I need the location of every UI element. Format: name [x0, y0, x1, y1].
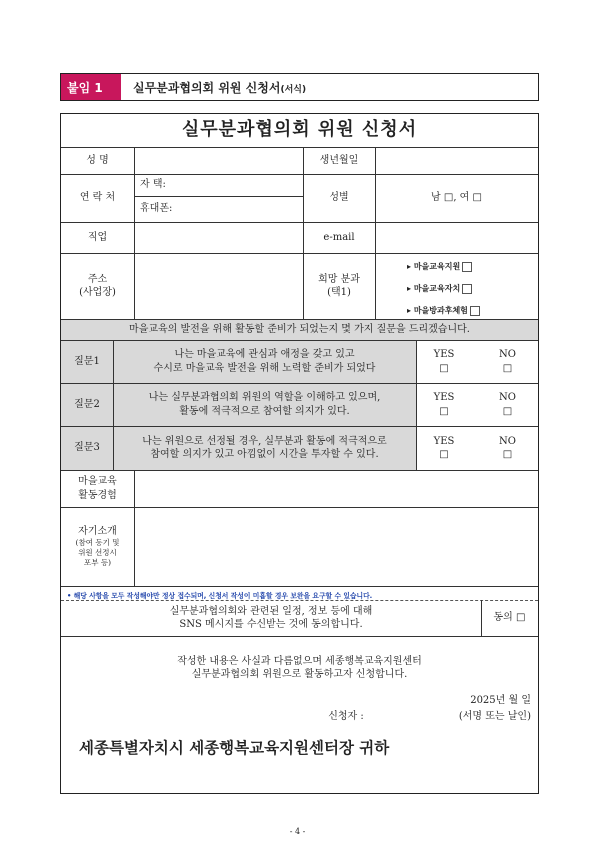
gender-options[interactable]: 남 □, 여 □ [431, 192, 482, 204]
home-phone-field[interactable]: 자 택: [140, 179, 166, 191]
attachment-tag: 붙임 1 [61, 74, 121, 100]
contact-label: 연 락 처 [79, 192, 116, 204]
question-1-text [113, 340, 416, 383]
question-2-no-label: NO [499, 392, 516, 403]
address-label [61, 253, 134, 319]
question-3-line1: 나는 위원으로 선정될 경우, 실무분과 활동에 적극적으로 [142, 435, 387, 447]
email-label: e-mail [323, 231, 355, 243]
question-1-yes-checkbox[interactable]: □ [439, 362, 449, 374]
self-intro-label-line4: 포부 등) [83, 558, 112, 568]
question-1-no-checkbox[interactable]: □ [502, 362, 513, 374]
question-1-no[interactable] [477, 340, 538, 383]
experience-field[interactable] [134, 470, 538, 507]
self-intro-label-line2: (참여 동기 및 [75, 538, 120, 548]
division-option-1[interactable]: ▸ 마을교육지원 [407, 261, 472, 272]
division-checkbox-1[interactable] [462, 262, 472, 272]
consent-line2: SNS 메시지를 수신받는 것에 동의합니다. [179, 619, 363, 630]
division-option-3-label: 마을방과후체험 [413, 306, 468, 315]
question-2-line2: 활동에 적극적으로 참여할 의지가 있다. [179, 405, 350, 417]
addressee: 세종특별자치시 세종행복교육지원센터장 귀하 [79, 739, 390, 757]
question-3-text [113, 426, 416, 470]
question-1-yes[interactable] [416, 340, 472, 383]
email-field[interactable] [375, 222, 538, 253]
division-checkbox-3[interactable] [470, 306, 480, 316]
question-3-yes-checkbox[interactable]: □ [439, 449, 449, 460]
job-field[interactable] [134, 222, 303, 253]
question-2-text [113, 383, 416, 426]
question-2-no[interactable] [477, 383, 538, 426]
question-3-no-label: NO [499, 435, 516, 447]
question-2-no-checkbox[interactable]: □ [502, 405, 513, 417]
signature-label[interactable]: (서명 또는 날인) [458, 711, 531, 723]
division-option-2-label: 마을교육자치 [413, 284, 461, 293]
mobile-field[interactable]: 휴대폰: [140, 203, 173, 215]
applicant-label: 신청자 : [328, 711, 364, 723]
self-intro-label-line3: 위원 선정시 [78, 548, 117, 558]
question-1-yes-label: YES [433, 349, 455, 360]
name-label: 성 명 [86, 154, 109, 166]
question-2-label: 질문2 [74, 398, 100, 410]
address-label-sub: (사업장) [79, 287, 116, 298]
declaration [61, 648, 538, 688]
division-option-3[interactable]: ▸ 마을방과후체험 [407, 305, 480, 316]
attachment-title-suffix: (서식) [280, 84, 307, 95]
question-3-no-checkbox[interactable]: □ [502, 449, 513, 460]
declaration-line1: 작성한 내용은 사실과 다름없으며 세종행복교육지원센터 [177, 655, 422, 667]
question-2-yes-checkbox[interactable]: □ [439, 405, 449, 417]
name-field[interactable] [134, 147, 303, 174]
attachment-title-text: 실무분과협의회 위원 신청서 [133, 80, 281, 95]
form-title: 실무분과협의회 위원 신청서 [181, 119, 418, 141]
consent-checkbox[interactable]: 동의 □ [493, 612, 526, 624]
gender-label: 성별 [329, 192, 349, 204]
page-number: - 4 - [289, 827, 306, 836]
attachment-header [60, 73, 539, 101]
division-label [303, 253, 375, 319]
question-1-line2: 수시로 마을교육 발전을 위해 노력할 준비가 되었다 [153, 362, 376, 374]
division-option-2[interactable]: ▸ 마을교육자치 [407, 283, 472, 294]
question-1-no-label: NO [499, 349, 516, 360]
consent-line1: 실무분과협의회와 관련된 일정, 정보 등에 대해 [169, 605, 373, 617]
experience-label-line2: 활동경험 [78, 489, 117, 501]
date-line: 2025년 월 일 [470, 695, 531, 707]
birth-label: 생년월일 [319, 154, 359, 166]
division-checkbox-2[interactable] [462, 284, 472, 294]
question-3-no[interactable] [477, 426, 538, 470]
question-3-yes[interactable] [416, 426, 472, 470]
division-option-1-label: 마을교육지원 [413, 262, 461, 271]
self-intro-label-line1: 자기소개 [78, 525, 117, 537]
question-2-line1: 나는 실무분과협의회 위원의 역할을 이해하고 있으며, [148, 392, 381, 403]
division-label-text: 희망 분과 [318, 273, 360, 285]
attachment-title [121, 79, 306, 96]
job-label: 직업 [87, 231, 108, 243]
question-3-label: 질문3 [74, 442, 100, 454]
address-label-text: 주소 [87, 273, 108, 285]
question-3-line2: 참여할 의지가 있고 아낌없이 시간을 투자할 수 있다. [150, 449, 379, 460]
question-2-yes[interactable] [416, 383, 472, 426]
experience-label [61, 470, 134, 507]
declaration-line2: 실무분과협의회 위원으로 활동하고자 신청합니다. [191, 669, 408, 680]
question-2-yes-label: YES [433, 392, 455, 403]
self-intro-field[interactable] [134, 507, 538, 586]
question-1-line1: 나는 마을교육에 관심과 애정을 갖고 있고 [174, 349, 355, 360]
question-1-label: 질문1 [74, 355, 100, 367]
question-intro: 마을교육의 발전을 위해 활동할 준비가 되었는지 몇 가지 질문을 드리겠습니다. [129, 323, 470, 335]
question-3-yes-label: YES [433, 435, 455, 447]
division-label-sub: (택1) [327, 287, 351, 298]
consent-text [61, 600, 481, 636]
experience-label-line1: 마을교육 [78, 476, 117, 487]
birth-field[interactable] [375, 147, 538, 174]
address-field[interactable] [134, 253, 303, 319]
application-form [60, 113, 539, 794]
notice-text: • 해당 사항을 모두 작성해야만 정상 접수되며, 신청서 작성이 미흡할 경우 보완을 요구할 수 있습니다. [67, 592, 373, 600]
self-intro-label [61, 507, 134, 586]
